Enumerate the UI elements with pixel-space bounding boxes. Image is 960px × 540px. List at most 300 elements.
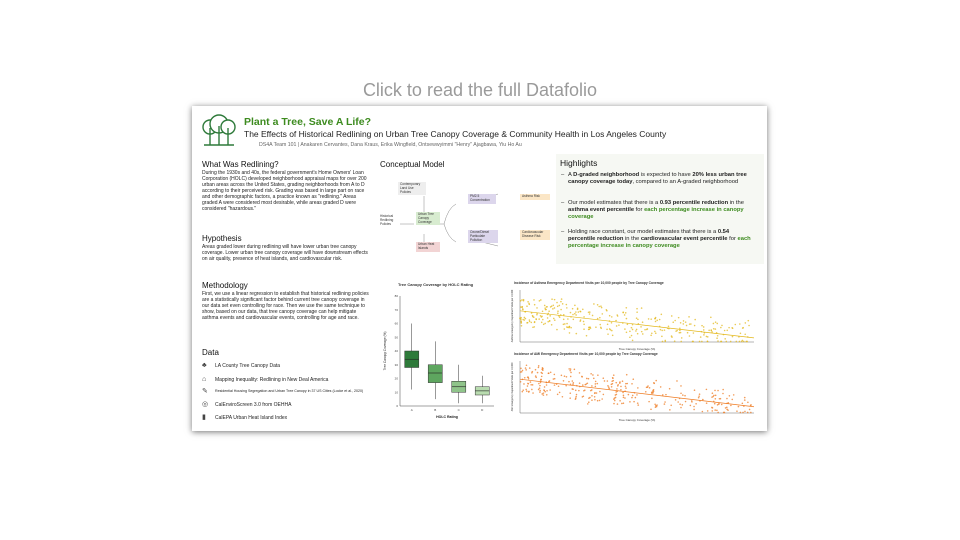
scatter-point [717,390,719,392]
scatter-point [640,326,642,328]
node-cardio: Cardiovascular Disease Risk [520,230,550,240]
scatter-point [542,311,544,313]
scatter-point [631,383,633,385]
scatter-point [543,392,545,394]
scatter-point [557,310,559,312]
scatter-point [535,375,537,377]
scatter-point [553,318,555,320]
scatter-point [580,319,582,321]
scatter-point [590,373,592,375]
scatter-point [615,320,617,322]
poster-image[interactable] [192,106,767,431]
y-tick-label: 20 [394,376,398,381]
y-axis-label: Tree Canopy Coverage (%) [383,331,387,371]
scatter-point [679,403,681,405]
scatter-point [716,337,718,339]
scatter-point [626,374,628,376]
scatter-point [684,395,686,397]
scatter-point [629,331,631,333]
highlights-heading: Highlights [560,158,598,168]
scatter-point [575,389,577,391]
scatter-point [694,389,696,391]
building-icon: ⌂ [202,376,207,383]
methodology-heading: Methodology [202,281,248,290]
scatter-point [612,335,614,337]
scatter-point [586,378,588,380]
scatter-point [546,306,548,308]
scatter-point [651,392,653,394]
scatter-point [698,397,700,399]
scatter-point [631,327,633,329]
scatter-point [741,341,743,343]
scatter-point [573,382,575,384]
scatter-point [715,398,717,400]
scatter-point [590,327,592,329]
scatter-point [527,376,529,378]
scatter-point [703,326,705,328]
scatter-point [655,332,657,334]
scatter-point [589,328,591,330]
scatter-point [541,376,543,378]
scatter-point [546,384,548,386]
scatter-point [529,367,531,369]
scatter-point [654,331,656,333]
scatter-point [559,316,561,318]
scatter-point [693,409,695,411]
scatter-point [678,317,680,319]
poster-title: Plant a Tree, Save A Life? [244,116,372,128]
scatter-point [523,300,525,302]
scatter-point [633,401,635,403]
scatter-point [566,307,568,309]
scatter-point [699,393,701,395]
scatter-point [599,317,601,319]
scatter-point [624,397,626,399]
scatter-point [539,300,541,302]
scatter-point [599,400,601,402]
scatter-point [661,314,663,316]
scatter-point [574,305,576,307]
data-heading: Data [202,348,219,357]
scatter-point [680,341,682,343]
scatter-point [592,315,594,317]
node-canopy: Urban Tree Canopy Coverage [416,212,440,225]
scatter-point [562,396,564,398]
scatter-point [565,385,567,387]
scatter-point [652,392,654,394]
scatter-point [681,337,683,339]
scatter-point [583,316,585,318]
scatter-point [740,412,742,414]
scatter-point [521,371,523,373]
scatter-point [632,395,634,397]
scatter-point [616,325,618,327]
scatter-point [650,318,652,320]
scatter-point [531,372,533,374]
scatter-point [732,336,734,338]
scatter-point [717,412,719,414]
scatter-point [725,341,727,343]
boxplot-title: Tree Canopy Coverage by HOLC Rating [398,282,474,287]
scatter-point [583,328,585,330]
scatter-point [593,303,595,305]
scatter-point [654,403,656,405]
scatter-point [599,324,601,326]
scatter-point [750,412,752,414]
scatter-point [612,377,614,379]
scatter-point [719,398,721,400]
scatter-point [706,389,708,391]
scatter-point [734,324,736,326]
scatter-point [711,331,713,333]
scatter-point [551,324,553,326]
scatter-point [588,311,590,313]
scatter-point [617,385,619,387]
scatter-point [554,384,556,386]
scatter-point [685,321,687,323]
scatter-point [521,306,523,308]
hypothesis-body: Areas graded lower during redlining will have lower urban tree canopy coverage. Lower urban tree canopy coverage will have downstream effects on air quality, presence of heat islands, and cardiovascular risk. [202,244,368,262]
scatter-point [670,404,672,406]
redlining-heading: What Was Redlining? [202,160,279,169]
scatter-point [562,303,564,305]
scatter-point [546,390,548,392]
read-datafolio-link[interactable]: Click to read the full Datafolio [362,80,598,100]
scatter-point [738,406,740,408]
scatter-point [742,327,744,329]
scatter-point [632,329,634,331]
scatter-point [539,391,541,393]
scatter-point [595,381,597,383]
scatter-point [613,403,615,405]
scatter-point [602,313,604,315]
scatter-point [598,306,600,308]
scatter-point [742,403,744,405]
scatter-point [538,367,540,369]
scatter-point [676,330,678,332]
scatter-point [672,321,674,323]
scatter-point [541,316,543,318]
scatter-point [534,304,536,306]
scatter-point [595,326,597,328]
scatter-point [582,308,584,310]
trend-line [520,379,754,407]
scatter-point [594,396,596,398]
scatter-point [713,328,715,330]
scatter-point [528,304,530,306]
y-tick-label: 10 [394,390,398,395]
scatter-point [746,341,748,343]
scatter-point [528,391,530,393]
scatter-point [530,322,532,324]
data-item: ✎ Residential Housing Segregation and Urban Tree Canopy in 37 US Cities (Locke et al., 2020) [202,388,364,395]
scatter-point [542,319,544,321]
scatter-point [744,397,746,399]
scatter-point [728,327,730,329]
scatter-point [560,309,562,311]
scatter-point [680,385,682,387]
scatter-point [745,322,747,324]
scatter-point [607,385,609,387]
scatter-point [542,368,544,370]
scatter-point [597,318,599,320]
scatter-point [532,392,534,394]
scatter-point [520,381,522,383]
scatter-point [522,370,524,372]
scatter-point [731,399,733,401]
scatter-point [713,395,715,397]
scatter-point [669,388,671,390]
scatter-point [574,369,576,371]
scatter-point [534,322,536,324]
scatter-point [563,324,565,326]
scatter-point [636,311,638,313]
scatter-point [721,341,723,343]
scatter-point [717,335,719,337]
scatter-point [567,318,569,320]
scatter-point [558,385,560,387]
scatter-point [682,404,684,406]
scatter-point [622,380,624,382]
scatter-point [610,329,612,331]
boxplot-chart [382,290,502,426]
scatter-point [680,392,682,394]
scatter-point [674,340,676,342]
scatter-point [532,326,534,328]
scatter-point [636,317,638,319]
scatter-point [525,369,527,371]
globe-icon: ◎ [202,401,209,408]
highlights-panel [556,154,764,264]
scatter-point [691,400,693,402]
scatter-point [679,332,681,334]
scatter-point [523,319,525,321]
y-tick-label: 60 [394,321,398,326]
scatter-point [553,378,555,380]
scatter-point [585,383,587,385]
scatter-point [538,383,540,385]
scatter-point [533,299,535,301]
y-tick-label: 80 [394,294,398,298]
scatter-point [659,319,661,321]
scatter-point [743,341,745,343]
scatter-point [531,389,533,391]
scatter-point [523,383,525,385]
scatter-point [566,376,568,378]
scatter-point [551,298,553,300]
scatter-point [581,376,583,378]
scatter-point [552,308,554,310]
scatter-point [682,323,684,325]
scatter-point [707,410,709,412]
scatter-point [554,319,556,321]
scatter-point [577,307,579,309]
scatter-point [611,316,613,318]
scatter-point [529,321,531,323]
scatter-point [563,314,565,316]
scatter-point [615,397,617,399]
x-tick-label: D [481,408,484,412]
scatter-point [557,306,559,308]
y-tick-label: 70 [394,307,398,312]
scatter-point [595,386,597,388]
scatter-point [701,341,703,343]
scatter-point [724,330,726,332]
scatter-point [547,321,549,323]
scatter-point [527,301,529,303]
scatter-point [625,307,627,309]
scatter-point [596,383,598,385]
scatter-point [726,398,728,400]
scatter-point [593,378,595,380]
scatter-point [654,318,656,320]
scatter-point [619,400,621,402]
scatter-point [584,389,586,391]
y-tick-label: 0 [396,404,398,408]
book-icon: ✎ [202,388,208,395]
scatter-point [623,402,625,404]
scatter-point [664,340,666,342]
scatter-point [554,307,556,309]
scatter-point [637,333,639,335]
scatter-point [632,378,634,380]
poster-subtitle: The Effects of Historical Redlining on Urban Tree Canopy Coverage & Community Health in Los Angeles County [244,129,667,139]
scatter-point [564,328,566,330]
scatter-point [694,319,696,321]
scatter-point [744,333,746,335]
scatter-point [604,380,606,382]
tree-icon: ♣ [202,362,207,369]
scatter-point [626,332,628,334]
scatter-point [538,365,540,367]
scatter-point [688,316,690,318]
scatter-point [568,381,570,383]
scatter-point [599,391,601,393]
scatter-point [664,329,666,331]
scatter-point [721,325,723,327]
scatter-point [537,372,539,374]
y-axis-label: AMI Emergency Department Visits per 10,000 [511,362,514,412]
scatter-point [570,368,572,370]
x-axis-label: HOLC Rating [436,415,458,419]
scatter-point [701,325,703,327]
scatter-point [714,403,716,405]
scatter-point [682,394,684,396]
scatter-point [594,392,596,394]
scatter-point [524,317,526,319]
scatter-point [636,394,638,396]
scatter-point [641,307,643,309]
scatter-point [747,320,749,322]
scatter-point [607,333,609,335]
scatter-point [587,403,589,405]
scatter-point [572,384,574,386]
scatter-point [624,314,626,316]
scatter-point [708,329,710,331]
scatter-point [529,319,531,321]
scatter-point [527,383,529,385]
scatter-point [703,334,705,336]
scatter-point [647,328,649,330]
scatter-point [578,311,580,313]
scatter-point [597,374,599,376]
scatter-point [632,340,634,342]
scatter-point [575,396,577,398]
highlight-item: – A D-graded neighborhood is expected to have 20% less urban tree canopy coverage today, compared to an A-graded neighborhood [561,172,747,185]
scatter-point [520,321,522,323]
data-item: ♣ LA County Tree Canopy Data [202,362,281,369]
x-tick-label: C [457,408,460,412]
scatter-point [575,311,577,313]
scatter-point [540,379,542,381]
scatter-point [586,335,588,337]
scatter-point [575,314,577,316]
scatter-point [592,374,594,376]
scatter-point [530,381,532,383]
scatter-point [540,315,542,317]
scatter-point [572,388,574,390]
scatter-asthma-chart [508,286,762,354]
scatter-point [722,393,724,395]
node-contemporary: Contemporary Land Use Policies [398,182,426,195]
node-pm25: PM2.5 Concentration [468,194,496,204]
scatter-point [543,394,545,396]
scatter-point [570,376,572,378]
methodology-body: First, we use a linear regression to establish that historical redlining policies are a statistically significant factor behind current tree canopy coverage in our data set even controlling for race. Then we use the same technique to show, based on our data, that tree canopy coverage can help mitigate asthma events and cardiovascular events, controlling for age and race. [202,291,369,321]
scatter-point [739,341,741,343]
scatter-point [747,401,749,403]
scatter-point [596,392,598,394]
scatter-point [618,324,620,326]
highlight-item: – Holding race constant, our model estimates that there is a 0.54 percentile reduction in the cardiovascular event percentile for each percentage increase in canopy coverage [561,229,751,249]
scatter-point [525,389,527,391]
scatter-point [715,395,717,397]
scatter-point [736,410,738,412]
scatter-point [677,401,679,403]
scatter-point [540,299,542,301]
scatter-point [693,332,695,334]
scatter-point [627,324,629,326]
scatter-point [521,391,523,393]
scatter-point [611,386,613,388]
scatter-point [636,308,638,310]
scatter-point [561,375,563,377]
scatter-point [620,386,622,388]
scatter-point [637,319,639,321]
scatter-point [571,380,573,382]
scatter-point [636,329,638,331]
scatter-point [549,315,551,317]
scatter-point [626,318,628,320]
scatter-point [651,332,653,334]
scatter-point [699,341,701,343]
scatter-point [721,404,723,406]
scatter-point [568,368,570,370]
scatter-point [578,390,580,392]
scatter-point [661,330,663,332]
scatter-point [711,410,713,412]
scatter-point [735,341,737,343]
scatter-point [740,332,742,334]
scatter-point [594,399,596,401]
scatter-point [589,313,591,315]
y-tick-label: 50 [394,335,398,340]
scatter-point [591,385,593,387]
scatter-point [521,325,523,327]
scatter-point [544,305,546,307]
scatter-point [566,304,568,306]
scatter-point [616,394,618,396]
